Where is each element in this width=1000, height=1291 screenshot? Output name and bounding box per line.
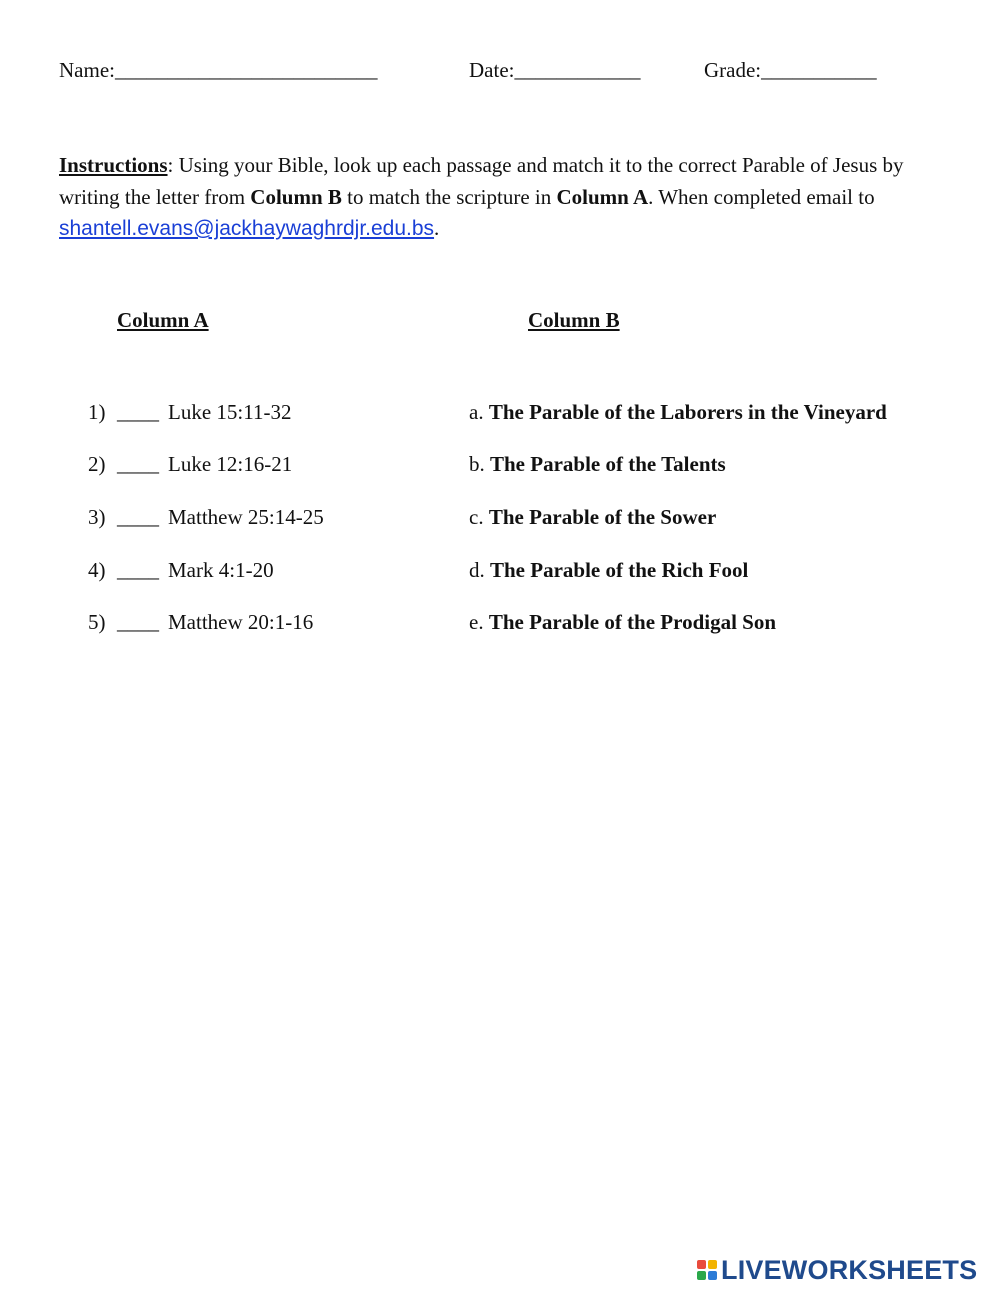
instructions-paragraph xyxy=(59,150,939,245)
scripture-passage: Mark 4:1-20 xyxy=(168,558,274,582)
parable-title: The Parable of the Talents xyxy=(490,452,726,476)
parable-title: The Parable of the Prodigal Son xyxy=(488,610,777,634)
option-letter: d. xyxy=(469,558,485,582)
column-a-reference: Column A xyxy=(556,184,649,209)
column-a-item xyxy=(88,610,313,635)
scripture-passage: Luke 12:16-21 xyxy=(168,452,293,476)
parable-title: The Parable of the Laborers in the Vineyard xyxy=(488,400,887,424)
column-a-item xyxy=(88,400,291,425)
logo-square xyxy=(697,1260,706,1269)
column-a-item xyxy=(88,558,274,583)
option-letter: e. xyxy=(469,610,484,634)
column-a-item xyxy=(88,505,324,530)
column-b-reference: Column B xyxy=(250,184,342,209)
column-b-item xyxy=(469,505,716,530)
item-number: 4) xyxy=(88,558,106,582)
answer-blank[interactable]: ____ xyxy=(117,558,159,582)
option-letter: a. xyxy=(469,400,484,424)
scripture-passage: Matthew 25:14-25 xyxy=(168,505,324,529)
option-letter: b. xyxy=(469,452,485,476)
column-a-heading: Column A xyxy=(117,308,209,332)
column-b-item xyxy=(469,610,776,635)
answer-blank[interactable]: ____ xyxy=(117,610,159,634)
instructions-text-3: . When completed email to xyxy=(648,184,875,209)
instructions-text-4: . xyxy=(434,216,440,240)
column-b-item xyxy=(469,452,726,477)
column-a-item xyxy=(88,452,292,477)
item-number: 5) xyxy=(88,610,106,634)
instructions-text-1: : Using your Bible, look up each passage and match it to the correct Parable of Jesus by writing the letter from xyxy=(59,153,904,209)
name-field: Name:_________________________ xyxy=(59,58,378,82)
logo-text: LIVEWORKSHEETS xyxy=(721,1254,978,1285)
answer-blank[interactable]: ____ xyxy=(117,400,159,424)
email-link[interactable]: shantell.evans@jackhaywaghrdjr.edu.bs xyxy=(59,217,435,240)
scripture-passage: Luke 15:11-32 xyxy=(168,400,292,424)
item-number: 1) xyxy=(88,400,106,424)
parable-title: The Parable of the Rich Fool xyxy=(490,558,749,582)
item-number: 3) xyxy=(88,505,106,529)
item-number: 2) xyxy=(88,452,106,476)
liveworksheets-logo xyxy=(697,1255,977,1285)
logo-square xyxy=(708,1260,717,1269)
parable-title: The Parable of the Sower xyxy=(488,505,717,529)
date-field: Date:____________ xyxy=(469,58,641,82)
logo-square xyxy=(697,1271,706,1280)
logo-square xyxy=(708,1271,717,1280)
scripture-passage: Matthew 20:1-16 xyxy=(168,610,314,634)
column-b-item xyxy=(469,400,887,425)
option-letter: c. xyxy=(469,505,484,529)
instructions-heading: Instructions xyxy=(59,153,168,177)
answer-blank[interactable]: ____ xyxy=(117,505,159,529)
answer-blank[interactable]: ____ xyxy=(117,452,159,476)
column-b-item xyxy=(469,558,748,583)
grade-field: Grade:___________ xyxy=(704,58,877,82)
column-b-heading: Column B xyxy=(528,308,620,332)
logo-mark-icon xyxy=(697,1260,717,1280)
instructions-text-2: to match the scripture in xyxy=(341,184,557,209)
